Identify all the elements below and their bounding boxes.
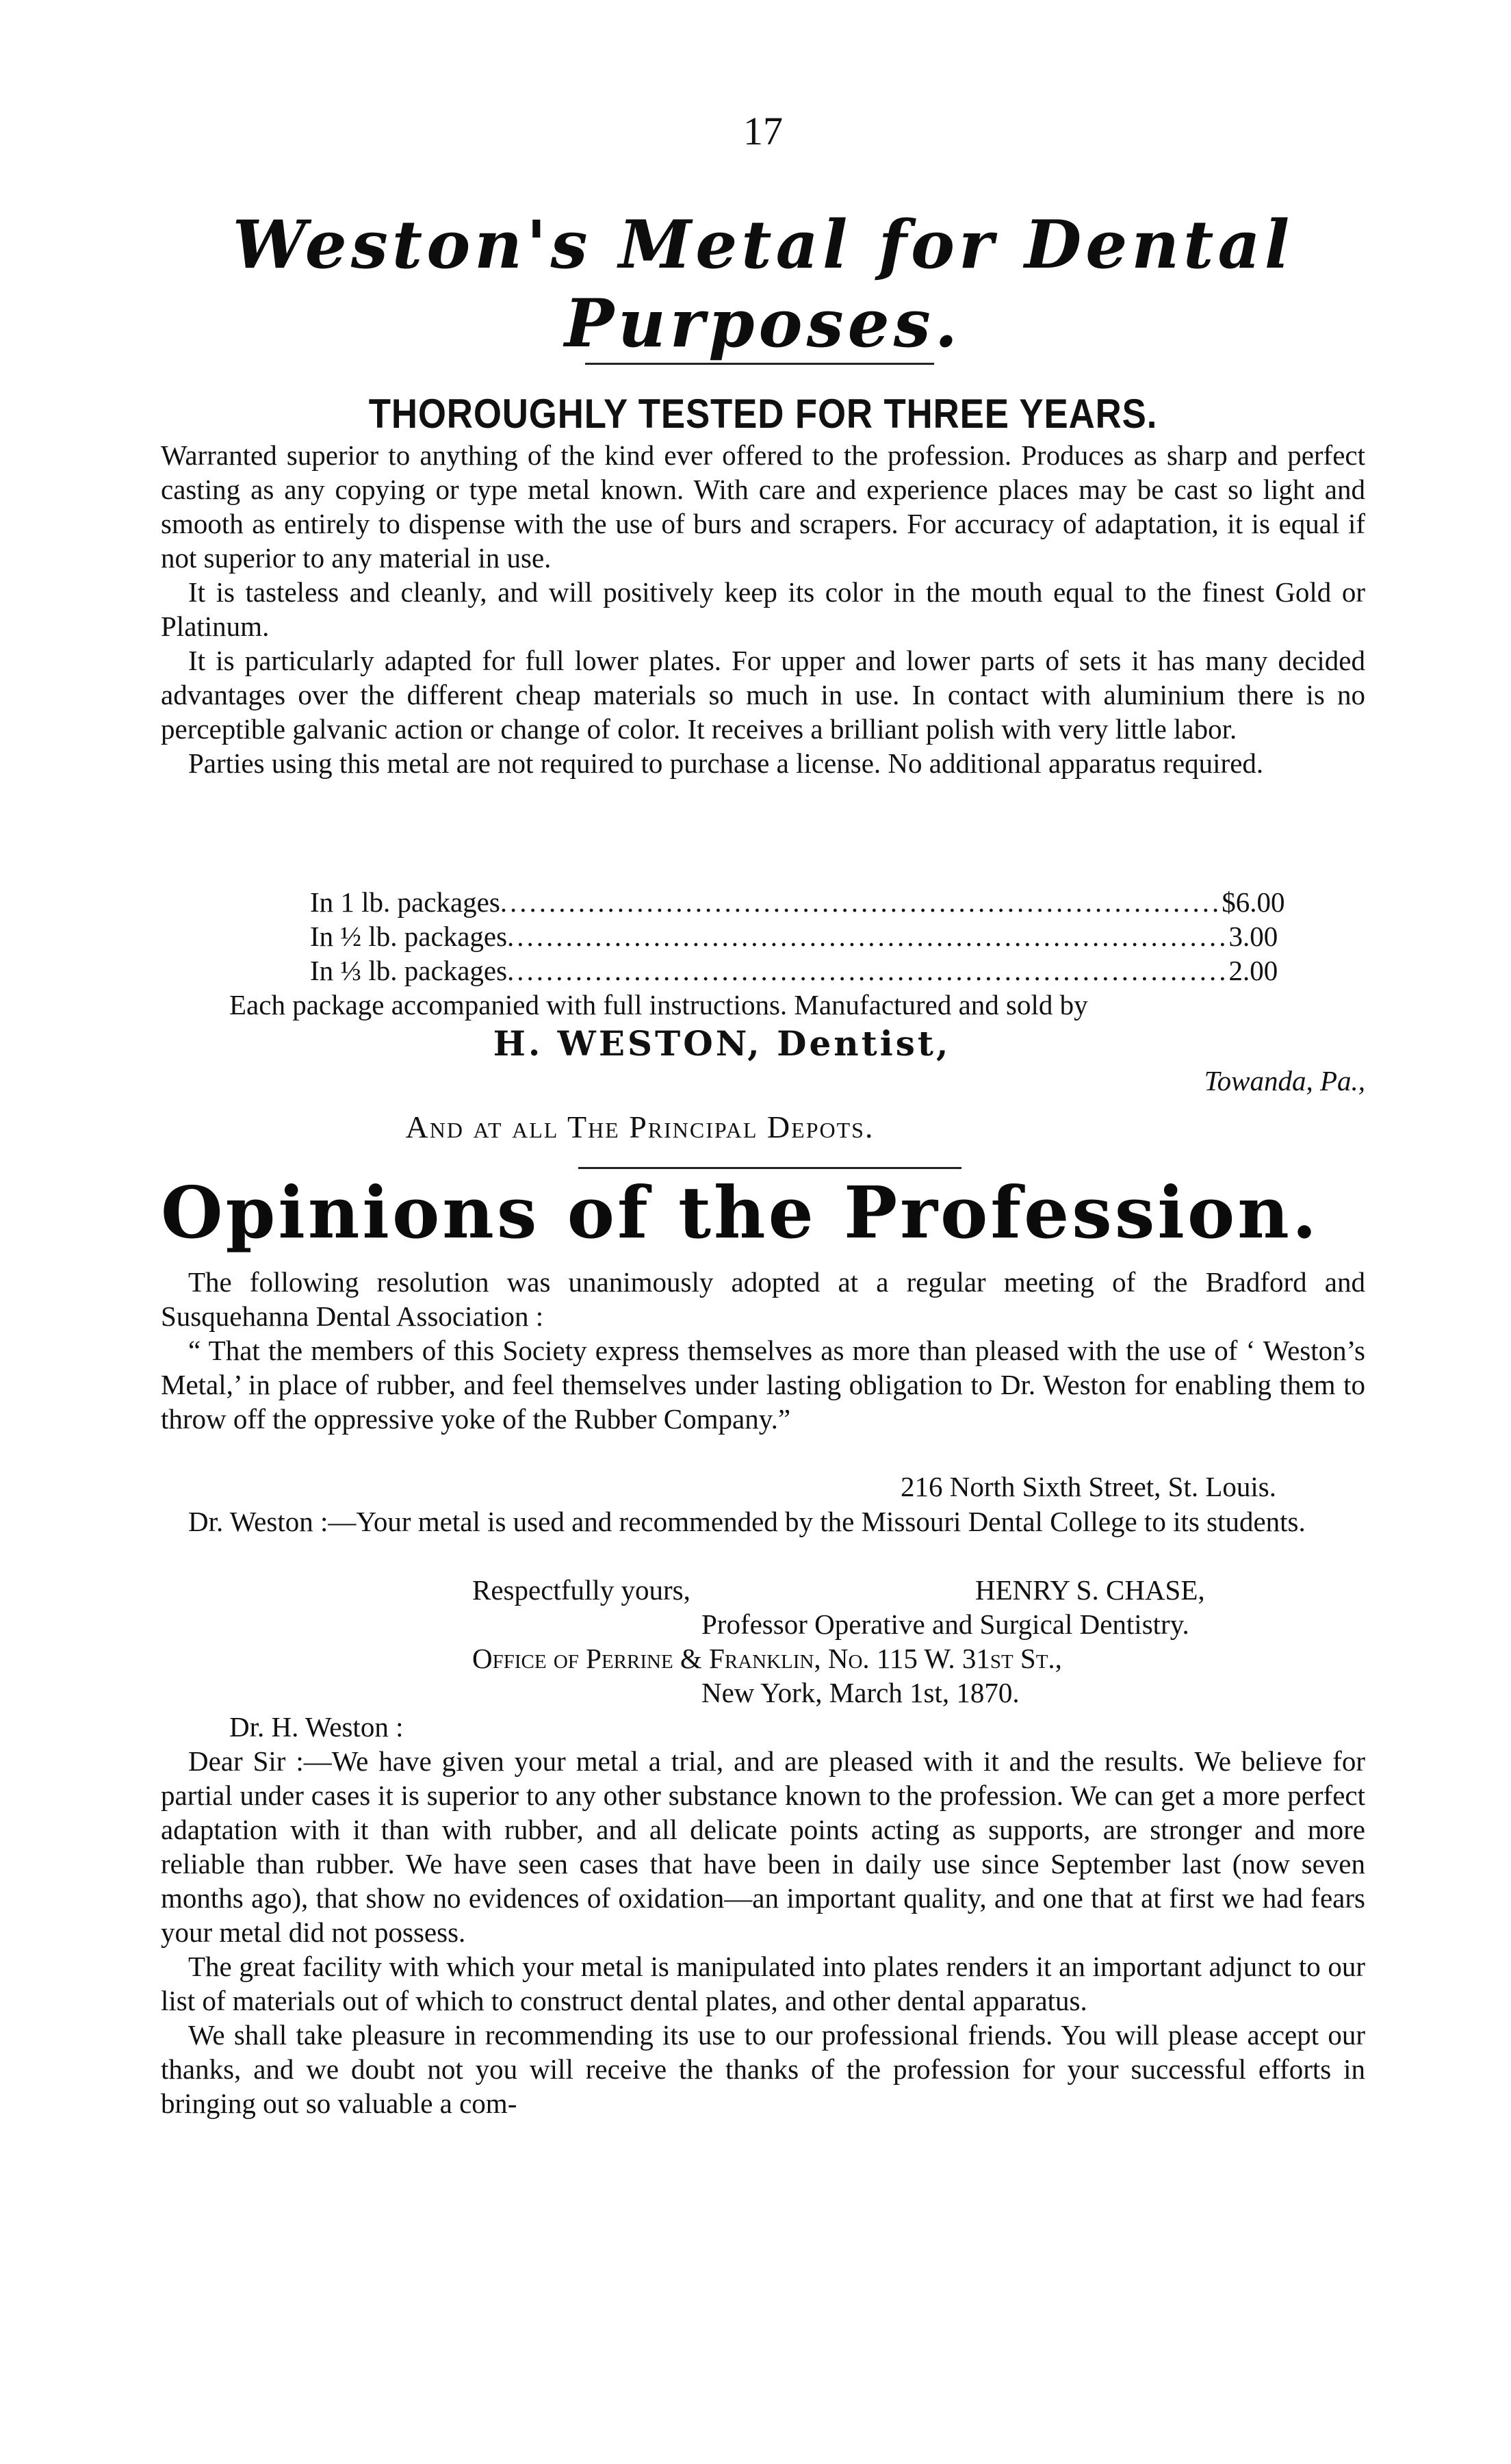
leader-dots: .......................................................................... bbox=[500, 886, 1222, 918]
subheading: THOROUGHLY TESTED FOR THREE YEARS. bbox=[368, 391, 1158, 437]
chase-name: HENRY S. CHASE, bbox=[975, 1574, 1205, 1606]
office-line: Office of Perrine & Franklin, No. 115 W. 31st St., bbox=[472, 1643, 1062, 1674]
seller-name: H. WESTON, Dentist, bbox=[493, 1023, 951, 1064]
resolution-intro: The following resolution was unanimously adopted at a regular meeting of the Bradford and Susquehanna Dental Association : bbox=[161, 1266, 1365, 1332]
page-number: 17 bbox=[743, 109, 783, 153]
letter-paragraph: The great facility with which your metal is manipulated into plates renders it an important adjunct to our list of materials out of which to construct dental plates, and other dental apparatus. bbox=[161, 1951, 1365, 2016]
price-label: In ½ lb. packages bbox=[310, 921, 508, 952]
resolution-quote: “ That the members of this Society express themselves as more than pleased with the use of ‘ Weston’s Metal,’ in place of rubber, and feel themselves under lasting obligation to Dr. Weston for enabling them to throw off the oppressive yoke of the Rubber Company.” bbox=[161, 1335, 1365, 1435]
intro-text bbox=[161, 438, 1365, 780]
resolution-section bbox=[161, 1265, 1365, 1436]
depots-line: And at all The Principal Depots. bbox=[405, 1109, 875, 1144]
section-divider bbox=[578, 1167, 961, 1169]
chase-letter-text: Dr. Weston :—Your metal is used and recommended by the Missouri Dental College to its students. bbox=[188, 1506, 1306, 1537]
advertisement-title: Weston's Metal for Dental Purposes. bbox=[232, 206, 1294, 363]
leader-dots: .......................................................................... bbox=[507, 955, 1229, 986]
price-row bbox=[310, 885, 1285, 919]
price-row bbox=[310, 919, 1278, 953]
price-amount: 2.00 bbox=[1228, 955, 1278, 986]
chase-address: 216 North Sixth Street, St. Louis. bbox=[901, 1471, 1276, 1502]
letter-paragraph: Dear Sir :—We have given your metal a trial, and are pleased with it and the results. We believe for partial under cases it is superior to any other substance known to the profession. We can get a more perfect adaptation with it than with rubber, and all delicate points acting as supports, are stronger and more reliable than rubber. We have seen cases that have been in daily use since September last (now seven months ago), that show no evidences of oxidation—an important quality, and one that at first we had fears your metal did not possess. bbox=[161, 1745, 1365, 1948]
price-amount: $6.00 bbox=[1222, 886, 1285, 918]
chase-title: Professor Operative and Surgical Dentistry. bbox=[701, 1608, 1189, 1640]
price-row bbox=[310, 953, 1278, 988]
letter-body bbox=[161, 1744, 1365, 2120]
office-date: New York, March 1st, 1870. bbox=[701, 1677, 1020, 1708]
opinions-heading: Opinions of the Profession. bbox=[161, 1170, 1320, 1255]
letter-paragraph: We shall take pleasure in recommending its use to our professional friends. You will please accept our thanks, and we doubt not you will receive the thanks of the profession for your successful efforts in bringing out so valuable a com- bbox=[161, 2019, 1365, 2119]
intro-paragraph: Parties using this metal are not required to purchase a license. No additional apparatus required. bbox=[188, 747, 1264, 779]
intro-paragraph: Warranted superior to anything of the kind ever offered to the profession. Produces as sharp and perfect casting as any copying or type metal known. With care and experience places may be cast so light and smooth as entirely to dispense with the use of burs and scrapers. For accuracy of adaptation, it is equal if not superior to any material in use. bbox=[161, 439, 1365, 574]
leader-dots: .......................................................................... bbox=[507, 921, 1229, 952]
title-divider bbox=[585, 363, 934, 365]
intro-paragraph: It is tasteless and cleanly, and will positively keep its color in the mouth equal to the finest Gold or Platinum. bbox=[161, 576, 1365, 642]
intro-paragraph: It is particularly adapted for full lower plates. For upper and lower parts of sets it has many decided advantages over the different cheap materials so much in use. In contact with aluminium there is no perceptible galvanic action or change of color. It receives a brilliant polish with very little labor. bbox=[161, 645, 1365, 745]
chase-letter bbox=[161, 1504, 1365, 1539]
price-amount: 3.00 bbox=[1228, 921, 1278, 952]
salutation: Dr. H. Weston : bbox=[229, 1711, 404, 1743]
price-label: In 1 lb. packages bbox=[310, 886, 500, 918]
price-label: In ⅓ lb. packages bbox=[310, 955, 508, 986]
seller-location: Towanda, Pa., bbox=[1204, 1065, 1365, 1096]
chase-closing: Respectfully yours, bbox=[472, 1574, 690, 1606]
package-note: Each package accompanied with full instructions. Manufactured and sold by bbox=[229, 989, 1088, 1021]
